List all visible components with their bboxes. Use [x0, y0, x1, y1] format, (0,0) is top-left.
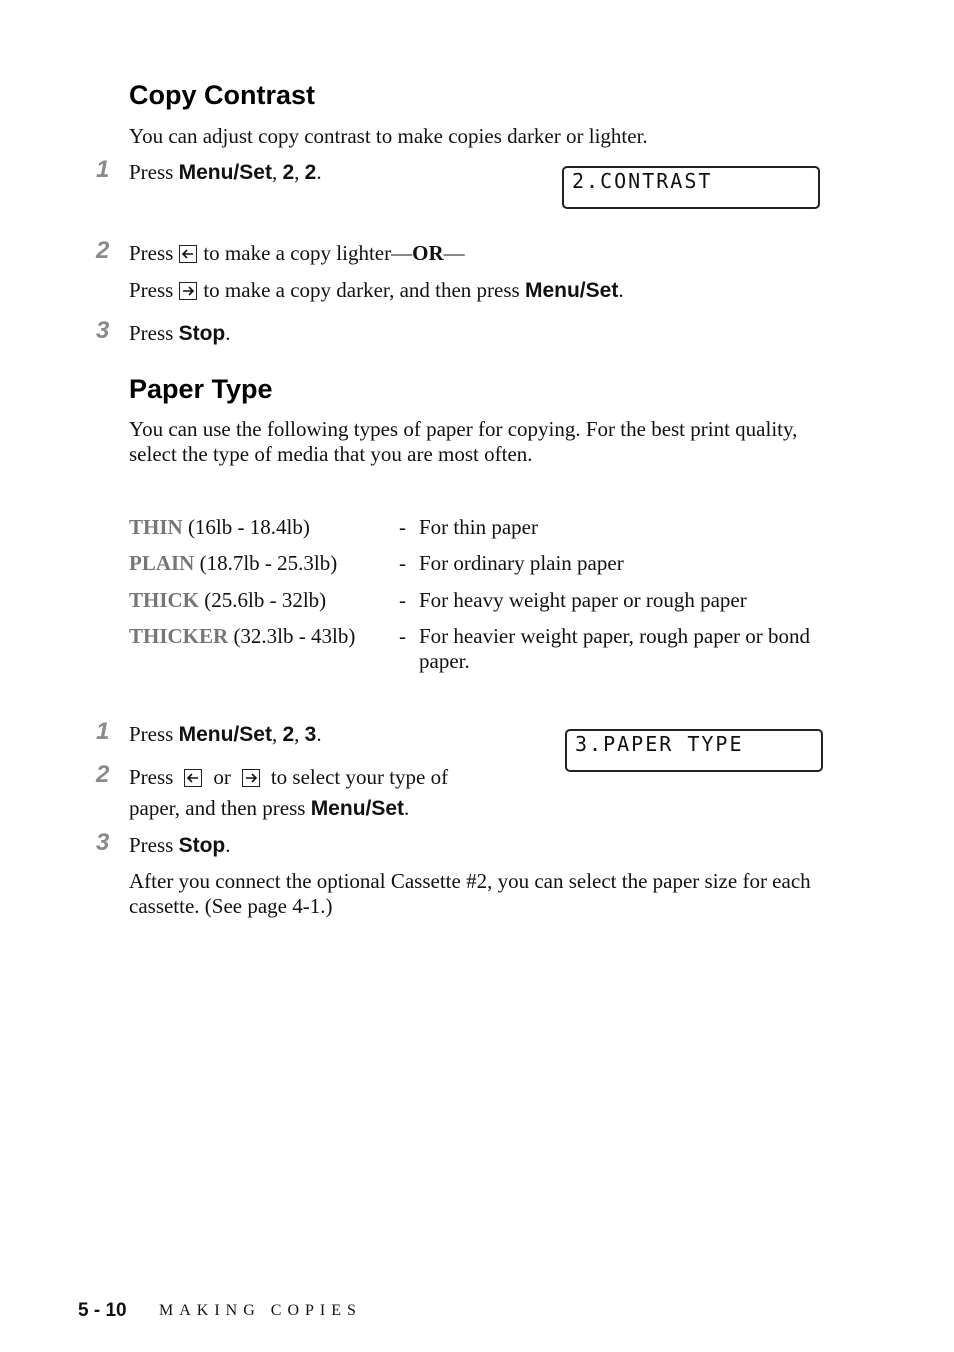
contrast-step-3: [129, 321, 231, 346]
paper-type-label: THICKER: [129, 624, 229, 648]
right-arrow-key-icon: [179, 282, 197, 300]
step-text: Press: [129, 241, 174, 265]
stop-key-label: Stop: [178, 322, 226, 345]
contrast-step-1: [129, 160, 322, 185]
step-text: Press: [129, 160, 179, 184]
paper-type-name: [129, 588, 326, 613]
paper-type-name: [129, 624, 355, 649]
or-text: OR: [412, 241, 444, 265]
menu-set-key-label: Menu/Set: [178, 161, 272, 184]
paper-weight-range: (25.6lb - 32lb): [199, 588, 327, 612]
period: .: [225, 833, 231, 857]
paper-step-2-line-1: [129, 765, 448, 790]
separator: ,: [271, 722, 283, 746]
or-text: or: [213, 765, 231, 789]
key-label: 2: [282, 161, 295, 184]
step-text: Press: [129, 278, 174, 302]
menu-set-key-label: Menu/Set: [524, 279, 619, 302]
key-label: 2: [304, 161, 317, 184]
copy-contrast-intro: You can adjust copy contrast to make copies darker or lighter.: [129, 124, 648, 148]
paper-type-name: [129, 515, 310, 540]
paper-weight-range: (18.7lb - 25.3lb): [194, 551, 338, 575]
step-number: 1: [96, 718, 110, 745]
step-text: Press: [129, 722, 179, 746]
step-number: 3: [96, 317, 110, 344]
step-text: Press: [129, 765, 174, 789]
separator: ,: [294, 160, 305, 184]
dash: -: [399, 588, 406, 612]
menu-set-key-label: Menu/Set: [178, 723, 272, 746]
step-number: 1: [96, 156, 110, 183]
section-heading-copy-contrast: Copy Contrast: [129, 80, 316, 110]
period: .: [404, 796, 410, 820]
right-arrow-key-icon: [242, 769, 260, 787]
paper-type-label: PLAIN: [129, 551, 195, 575]
section-heading-paper-type: Paper Type: [129, 374, 273, 404]
left-arrow-key-icon: [179, 245, 197, 263]
paper-type-description: For heavy weight paper or rough paper: [419, 588, 747, 612]
period: .: [225, 321, 231, 345]
step-text: paper, and then press: [129, 796, 311, 820]
key-label: 2: [282, 723, 295, 746]
menu-set-key-label: Menu/Set: [310, 797, 405, 820]
paper-type-name: [129, 551, 337, 576]
dash: -: [399, 551, 406, 575]
step-number: 2: [96, 237, 110, 264]
paper-type-description: For heavier weight paper, rough paper or bond paper.: [419, 624, 811, 673]
left-arrow-key-icon: [184, 769, 202, 787]
key-label: 3: [304, 723, 317, 746]
contrast-step-2-line-1: [129, 241, 465, 266]
paper-type-label: THIN: [129, 515, 183, 539]
paper-type-description: For ordinary plain paper: [419, 551, 624, 575]
dash: -: [399, 624, 406, 648]
step-number: 3: [96, 829, 110, 856]
step-text: to make a copy darker, and then press: [203, 278, 525, 302]
paper-type-description: For thin paper: [419, 515, 538, 539]
dash: -: [399, 515, 406, 539]
dash: —: [443, 241, 465, 265]
paper-step-1: [129, 722, 322, 747]
period: .: [316, 160, 322, 184]
lcd-display-paper-type: 3.PAPER TYPE: [565, 729, 823, 772]
cassette-note: After you connect the optional Cassette #2, you can select the paper size for each cassette. (See page 4-1.): [129, 869, 811, 918]
chapter-title: MAKING COPIES: [159, 1302, 362, 1319]
page-number: 5 - 10: [78, 1300, 127, 1321]
step-text: Press: [129, 833, 179, 857]
period: .: [316, 722, 322, 746]
paper-type-intro: You can use the following types of paper for copying. For the best print quality, select the type of media that you are most often.: [129, 417, 798, 466]
stop-key-label: Stop: [178, 834, 226, 857]
paper-weight-range: (32.3lb - 43lb): [228, 624, 356, 648]
step-text: to select your type of: [270, 765, 449, 789]
paper-type-label: THICK: [129, 588, 200, 612]
step-text: Press: [129, 321, 179, 345]
lcd-display-contrast: 2.CONTRAST: [562, 166, 820, 209]
step-number: 2: [96, 761, 110, 788]
paper-weight-range: (16lb - 18.4lb): [182, 515, 310, 539]
separator: ,: [271, 160, 283, 184]
separator: ,: [294, 722, 305, 746]
paper-step-3: [129, 833, 231, 858]
period: .: [618, 278, 624, 302]
step-text: to make a copy lighter—: [203, 241, 413, 265]
contrast-step-2-line-2: [129, 278, 624, 303]
paper-step-2-line-2: [129, 796, 409, 821]
